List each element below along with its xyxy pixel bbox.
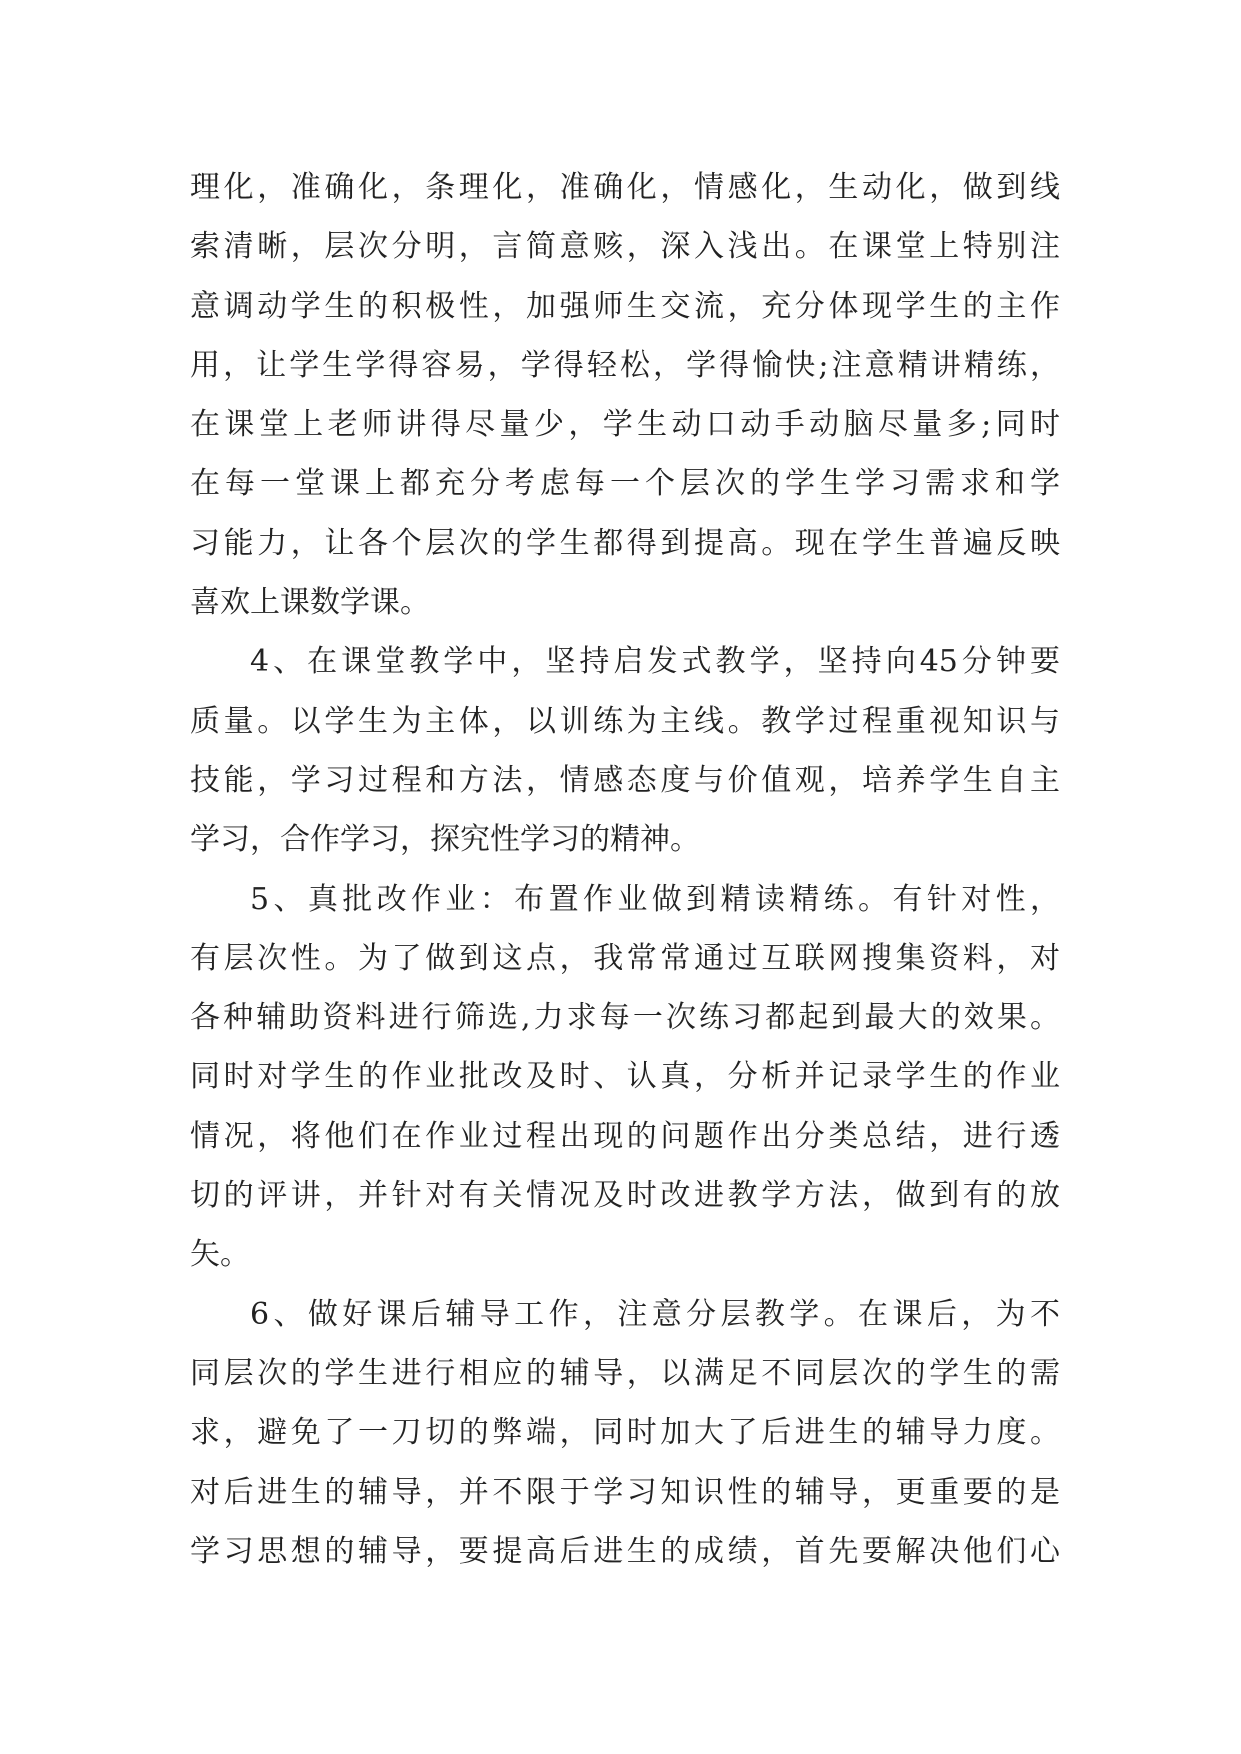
text-line: 质量。以学生为主体，以训练为主线。教学过程重视知识与 bbox=[190, 703, 1060, 739]
text-line: 切的评讲，并针对有关情况及时改进教学方法，做到有的放 bbox=[190, 1178, 1060, 1214]
text-line: 同层次的学生进行相应的辅导，以满足不同层次的学生的需 bbox=[190, 1355, 1060, 1391]
text-line: 理化，准确化，条理化，准确化，情感化，生动化，做到线 bbox=[190, 170, 1060, 205]
text-line: 索清晰，层次分明，言简意赅，深入浅出。在课堂上特别注 bbox=[190, 229, 1060, 265]
text-line: 有层次性。为了做到这点，我常常通过互联网搜集资料，对 bbox=[190, 940, 1060, 976]
text-line: 技能，学习过程和方法，情感态度与价值观，培养学生自主 bbox=[190, 762, 1060, 798]
text-line: 6、做好课后辅导工作，注意分层教学。在课后，为不 bbox=[250, 1296, 1060, 1332]
text-line: 矢。 bbox=[190, 1237, 250, 1273]
text-line: 学习思想的辅导，要提高后进生的成绩，首先要解决他们心 bbox=[190, 1533, 1060, 1569]
text-line: 各种辅助资料进行筛选,力求每一次练习都起到最大的效果。 bbox=[190, 1000, 1060, 1036]
text-line: 求，避免了一刀切的弊端，同时加大了后进生的辅导力度。 bbox=[190, 1415, 1060, 1451]
text-line: 4、在课堂教学中，坚持启发式教学，坚持向45分钟要 bbox=[250, 644, 1060, 680]
text-line: 用，让学生学得容易，学得轻松，学得愉快;注意精讲精练， bbox=[190, 347, 1060, 383]
text-line: 喜欢上课数学课。 bbox=[190, 585, 430, 621]
text-line: 情况，将他们在作业过程出现的问题作出分类总结，进行透 bbox=[190, 1118, 1060, 1154]
text-line: 5、真批改作业：布置作业做到精读精练。有针对性， bbox=[250, 881, 1060, 917]
text-line: 学习，合作学习，探究性学习的精神。 bbox=[190, 822, 700, 858]
text-line: 同时对学生的作业批改及时、认真，分析并记录学生的作业 bbox=[190, 1059, 1060, 1095]
text-line: 习能力，让各个层次的学生都得到提高。现在学生普遍反映 bbox=[190, 525, 1060, 561]
text-line: 在每一堂课上都充分考虑每一个层次的学生学习需求和学 bbox=[190, 466, 1060, 502]
text-line: 意调动学生的积极性，加强师生交流，充分体现学生的主作 bbox=[190, 288, 1060, 324]
body-text bbox=[190, 158, 1060, 1581]
text-line: 对后进生的辅导，并不限于学习知识性的辅导，更重要的是 bbox=[190, 1474, 1060, 1510]
text-line: 在课堂上老师讲得尽量少，学生动口动手动脑尽量多;同时 bbox=[190, 407, 1060, 443]
